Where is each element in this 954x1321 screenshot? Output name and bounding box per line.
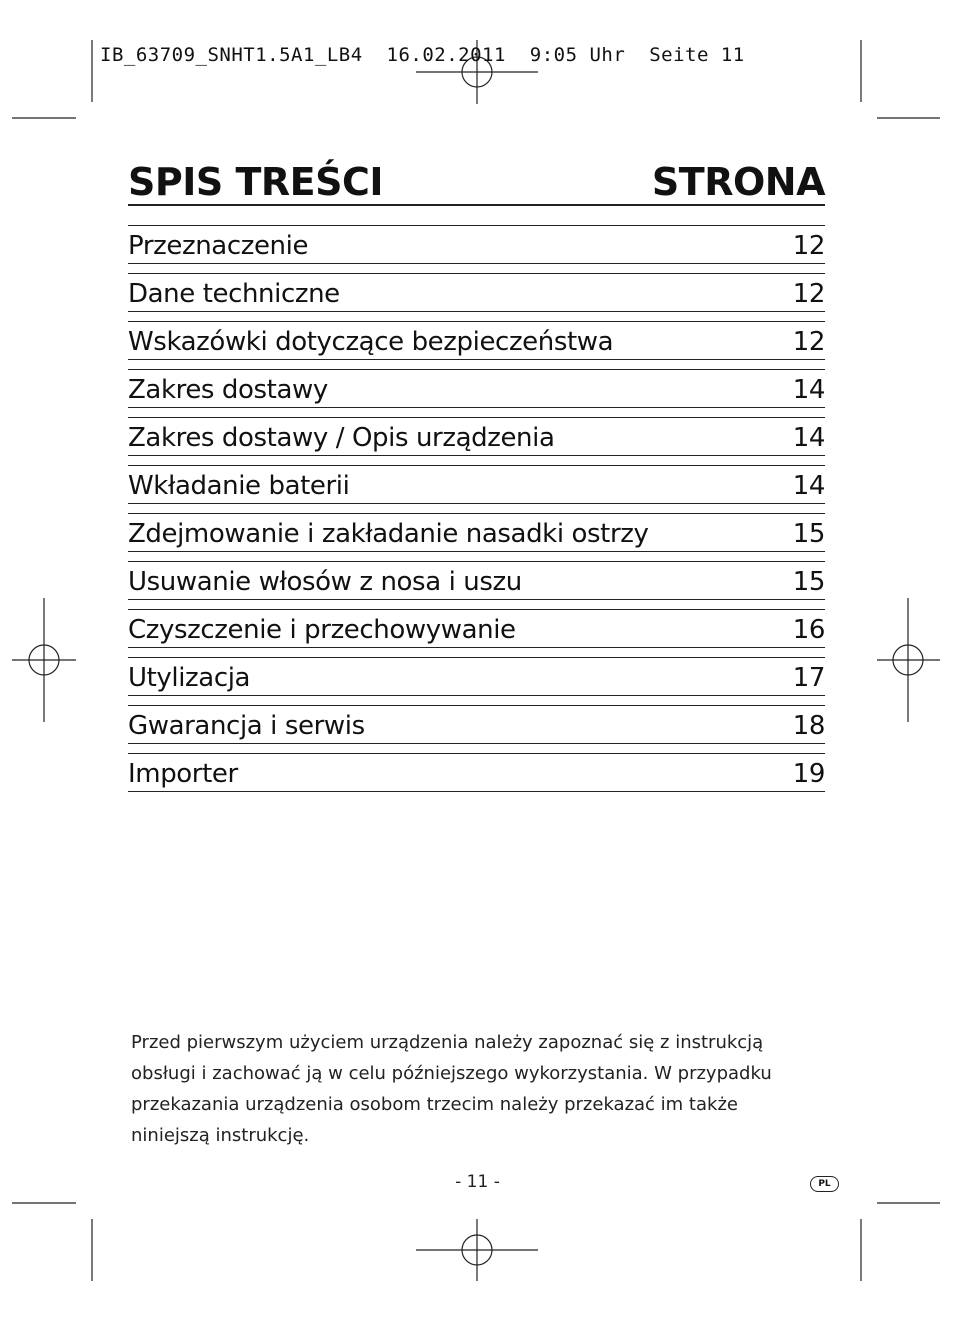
toc-entry-label: Wskazówki dotyczące bezpieczeństwa <box>128 326 614 357</box>
toc-entry-page: 14 <box>792 470 825 501</box>
toc-entry[interactable] <box>128 321 825 360</box>
title-right: STRONA <box>651 160 825 204</box>
page-title <box>128 160 825 204</box>
intro-line: przekazania urządzenia osobom trzecim należy przekazać im także <box>131 1094 738 1115</box>
toc-entry-label: Przeznaczenie <box>128 230 309 261</box>
intro-line: niniejszą instrukcję. <box>131 1125 310 1146</box>
intro-line: Przed pierwszym użyciem urządzenia należy zapoznać się z instrukcją <box>131 1032 764 1053</box>
toc-entry[interactable] <box>128 465 825 504</box>
toc-entry-label: Zdejmowanie i zakładanie nasadki ostrzy <box>128 518 649 549</box>
toc-entry-page: 14 <box>792 374 825 405</box>
toc-entry-label: Zakres dostawy / Opis urządzenia <box>128 422 555 453</box>
toc-entry-label: Gwarancja i serwis <box>128 710 365 741</box>
toc-entry[interactable] <box>128 609 825 648</box>
toc-entry-page: 12 <box>792 326 825 357</box>
toc-entry-label: Czyszczenie i przechowywanie <box>128 614 516 645</box>
toc-entry-label: Zakres dostawy <box>128 374 328 405</box>
toc-entry[interactable] <box>128 705 825 744</box>
toc-entry-label: Dane techniczne <box>128 278 340 309</box>
toc-entry-page: 12 <box>792 278 825 309</box>
intro-line: obsługi i zachować ją w celu późniejszego wykorzystania. W przypadku <box>131 1063 772 1084</box>
toc-entry-page: 15 <box>792 518 825 549</box>
registration-mark-bottom <box>416 1219 538 1281</box>
toc-entry-page: 14 <box>792 422 825 453</box>
toc-entry-label: Usuwanie włosów z nosa i uszu <box>128 566 522 597</box>
toc-entry[interactable] <box>128 513 825 552</box>
toc-entry-label: Utylizacja <box>128 662 251 693</box>
toc-entry-label: Importer <box>128 758 238 789</box>
title-left: SPIS TREŚCI <box>128 160 383 204</box>
toc-entry[interactable] <box>128 561 825 600</box>
title-divider <box>128 204 825 206</box>
toc-entry[interactable] <box>128 657 825 696</box>
intro-paragraph <box>131 1027 811 1151</box>
page-number: - 11 - <box>455 1172 500 1192</box>
toc-entry-page: 19 <box>792 758 825 789</box>
toc-entry[interactable] <box>128 273 825 312</box>
toc-entry[interactable] <box>128 753 825 792</box>
toc-entry-page: 16 <box>792 614 825 645</box>
toc-entry[interactable] <box>128 417 825 456</box>
toc-entry-page: 18 <box>792 710 825 741</box>
registration-mark-right <box>877 598 940 722</box>
toc-entry-label: Wkładanie baterii <box>128 470 350 501</box>
language-badge: PL <box>810 1176 839 1192</box>
toc-entry-page: 15 <box>792 566 825 597</box>
toc-entry-page: 12 <box>792 230 825 261</box>
toc-entry[interactable] <box>128 369 825 408</box>
toc-entry[interactable] <box>128 225 825 264</box>
print-header: IB_63709_SNHT1.5A1_LB4 16.02.2011 9:05 Uhr Seite 11 <box>100 44 745 66</box>
registration-mark-left <box>12 598 76 722</box>
toc-entry-page: 17 <box>792 662 825 693</box>
